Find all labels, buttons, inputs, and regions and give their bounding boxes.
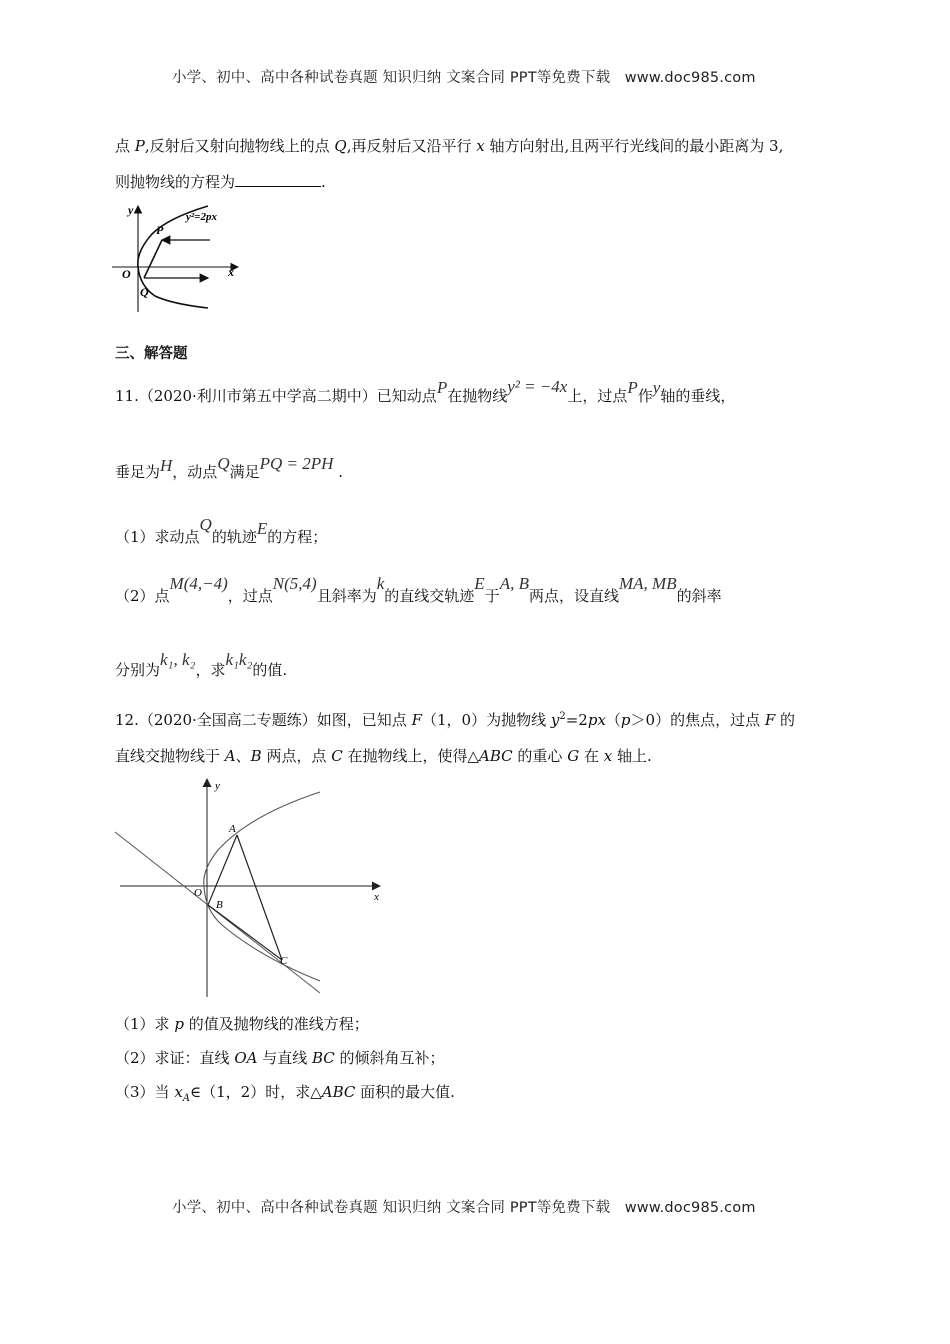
fig12-label-x: x [374, 891, 379, 903]
fig12-label-O: O [194, 887, 202, 899]
footer-text: 小学、初中、高中各种试卷真题 知识归纳 文案合同 PPT等免费下载 [172, 1200, 611, 1216]
q12-part3: （3）当 $x_A\in(1$，2）时，求△ABC 面积的最大值. [115, 1083, 455, 1104]
q12-figure [110, 775, 390, 1000]
q10-line1: 点 P,反射后又射向抛物线上的点 Q,再反射后又沿平行 x 轴方向射出,且两平行光线间的最小距离为 3, [115, 137, 784, 155]
q12-part2: （2）求证：直线 OA 与直线 BC 的倾斜角互补； [115, 1049, 445, 1067]
reflected-ray [144, 240, 162, 278]
fig12-label-A: A [229, 823, 236, 835]
segment-BC [208, 905, 282, 960]
footer-url[interactable]: www.doc985.com [624, 1200, 756, 1216]
q12-line2: 直线交抛物线于 A、B 两点，点 C 在抛物线上，使得△ABC 的重心 G 在 x 轴上. [115, 747, 652, 765]
q11-line2: 垂足为H，动点Q满足PQ = 2PH . [115, 454, 343, 481]
fig10-label-y: y [128, 203, 134, 217]
fig10-label-O: O [122, 267, 131, 281]
fig12-label-B: B [216, 899, 223, 911]
page-header [172, 66, 756, 87]
fig10-label-x: x [228, 265, 234, 279]
fig12-label-y: y [215, 780, 220, 792]
page-footer [172, 1196, 756, 1217]
q10-line2: 则抛物线的方程为 . [115, 173, 326, 191]
q10-figure [110, 200, 245, 315]
q11-part1: （1）求动点Q的轨迹E的方程； [115, 515, 328, 546]
header-text: 小学、初中、高中各种试卷真题 知识归纳 文案合同 PPT等免费下载 [172, 70, 611, 86]
q11-part2: （2）点M(4,−4)，过点N(5,4)且斜率为k的直线交轨迹E于A, B两点，设直线MA, MB的斜率 [115, 574, 722, 605]
q11-part2-line2: 分别为k₁, k₂，求k₁k₂的值. [115, 650, 288, 679]
header-url[interactable]: www.doc985.com [624, 70, 756, 86]
fig12-label-C: C [280, 955, 288, 967]
q12-line1: 12.（2020·全国高二专题练）如图，已知点 F（1，0）为抛物线 $y^2=2px(p>0)$的焦点，过点 F 的 [115, 711, 796, 729]
fig10-label-Q: Q [140, 285, 149, 299]
fig10-label-eq: y²=2px [186, 211, 217, 223]
q12-part1: （1）求 p 的值及抛物线的准线方程； [115, 1015, 369, 1033]
answer-blank [235, 172, 321, 187]
fig10-label-P: P [156, 223, 164, 237]
section-title: 三、解答题 [115, 346, 188, 362]
q11-line1: 11.（2020·利川市第五中学高二期中）已知动点P在抛物线y² = −4x上，过点P作y轴的垂线， [115, 377, 736, 405]
